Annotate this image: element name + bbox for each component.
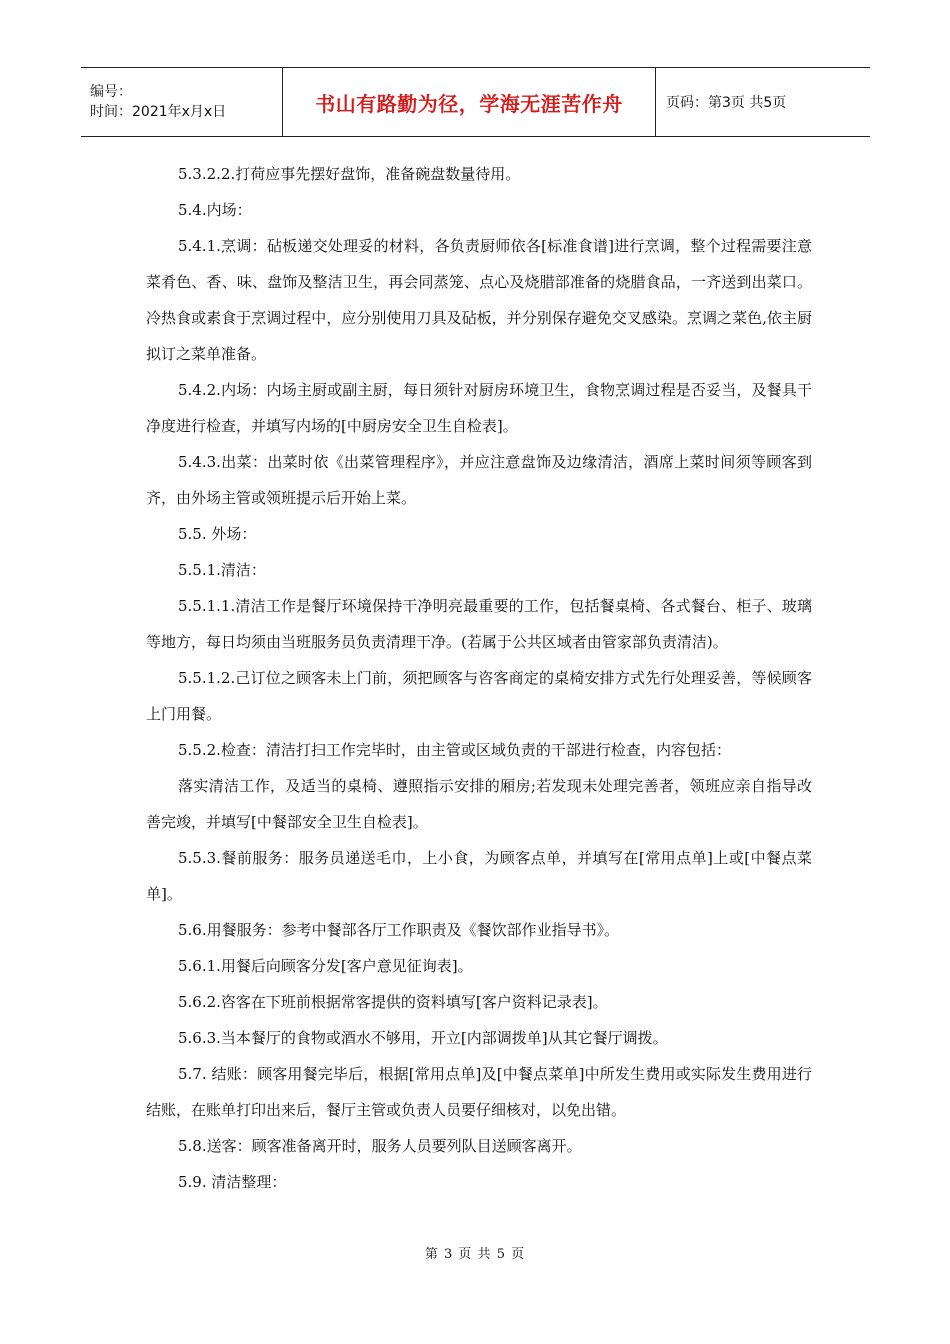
paragraph-5-6: 5.6.用餐服务：参考中餐部各厅工作职责及《餐饮部作业指导书》。: [178, 921, 620, 939]
paragraph-5-8: 5.8.送客：顾客准备离开时，服务人员要列队目送顾客离开。: [178, 1137, 582, 1155]
paragraph-5-4-2: 5.4.2.内场：内场主厨或副主厨，每日须针对厨房环境卫生，食物烹调过程是否妥当，及餐具干净度进行检查，并填写内场的[中厨房安全卫生自检表]。: [146, 381, 812, 435]
paragraph-5-3-2-2: 5.3.2.2.打荷应事先摆好盘饰，准备碗盘数量待用。: [178, 165, 521, 183]
paragraph-5-9: 5.9. 清洁整理：: [178, 1173, 287, 1191]
document-body: [146, 156, 812, 1200]
header-motto: 书山有路勤为径，学海无涯苦作舟: [282, 68, 656, 136]
paragraph-5-4-3: 5.4.3.出菜：出菜时依《出菜管理程序》，并应注意盘饰及边缘清洁，酒席上菜时间须等顾客到齐，由外场主管或领班提示后开始上菜。: [146, 453, 812, 507]
paragraph-5-5: 5.5. 外场：: [178, 525, 257, 543]
paragraph-5-5-1: 5.5.1.清洁：: [178, 561, 266, 579]
header-page-label: 页码：第3页 共5页: [666, 95, 787, 111]
page-footer: 第 3 页 共 5 页: [424, 1247, 526, 1262]
paragraph-5-6-3: 5.6.3.当本餐厅的食物或酒水不够用，开立[内部调拨单]从其它餐厅调拨。: [178, 1029, 668, 1047]
number-label: 编号：: [90, 84, 132, 100]
paragraph-5-4-1: 5.4.1.烹调：砧板递交处理妥的材料，各负责厨师依各[标准食谱]进行烹调，整个过程需要注意菜肴色、香、味、盘饰及整洁卫生，再会同蒸笼、点心及烧腊部准备的烧腊食品，一齐送到出菜口。冷热食或素食于烹调过程中，应分别使用刀具及砧板，并分别保存避免交叉感染。烹调之菜色,依主厨拟订之菜单准备。: [146, 237, 812, 363]
paragraph-5-5-3: 5.5.3.餐前服务：服务员递送毛巾，上小食，为顾客点单，并填写在[常用点单]上或[中餐点菜单]。: [146, 849, 812, 903]
paragraph-5-5-2: 5.5.2.检查：清洁打扫工作完毕时，由主管或区域负责的干部进行检查，内容包括：: [178, 741, 731, 759]
paragraph-5-5-1-1: 5.5.1.1.清洁工作是餐厅环境保持干净明亮最重要的工作，包括餐桌椅、各式餐台、柜子、玻璃等地方，每日均须由当班服务员负责清理干净。(若属于公共区域者由管家部负责清洁)。: [146, 597, 812, 651]
paragraph-5-7: 5.7. 结账：顾客用餐完毕后，根据[常用点单]及[中餐点菜单]中所发生费用或实际发生费用进行结账，在账单打印出来后，餐厅主管或负责人员要仔细核对，以免出错。: [146, 1065, 812, 1119]
paragraph-5-5-1-2: 5.5.1.2.己订位之顾客未上门前，须把顾客与咨客商定的桌椅安排方式先行处理妥善，等候顾客上门用餐。: [146, 669, 812, 723]
paragraph-5-6-1: 5.6.1.用餐后向顾客分发[客户意见征询表]。: [178, 957, 473, 975]
time-label: 时间：2021年x月x日: [90, 104, 227, 120]
paragraph-5-4: 5.4.内场：: [178, 201, 252, 219]
paragraph-5-5-2-detail: 落实清洁工作，及适当的桌椅、遵照指示安排的厢房;若发现未处理完善者，领班应亲自指导改善完竣，并填写[中餐部安全卫生自检表]。: [146, 777, 812, 831]
paragraph-5-6-2: 5.6.2.咨客在下班前根据常客提供的资料填写[客户资料记录表]。: [178, 993, 608, 1011]
page-header: [81, 67, 870, 137]
header-left-cell: [81, 68, 282, 136]
